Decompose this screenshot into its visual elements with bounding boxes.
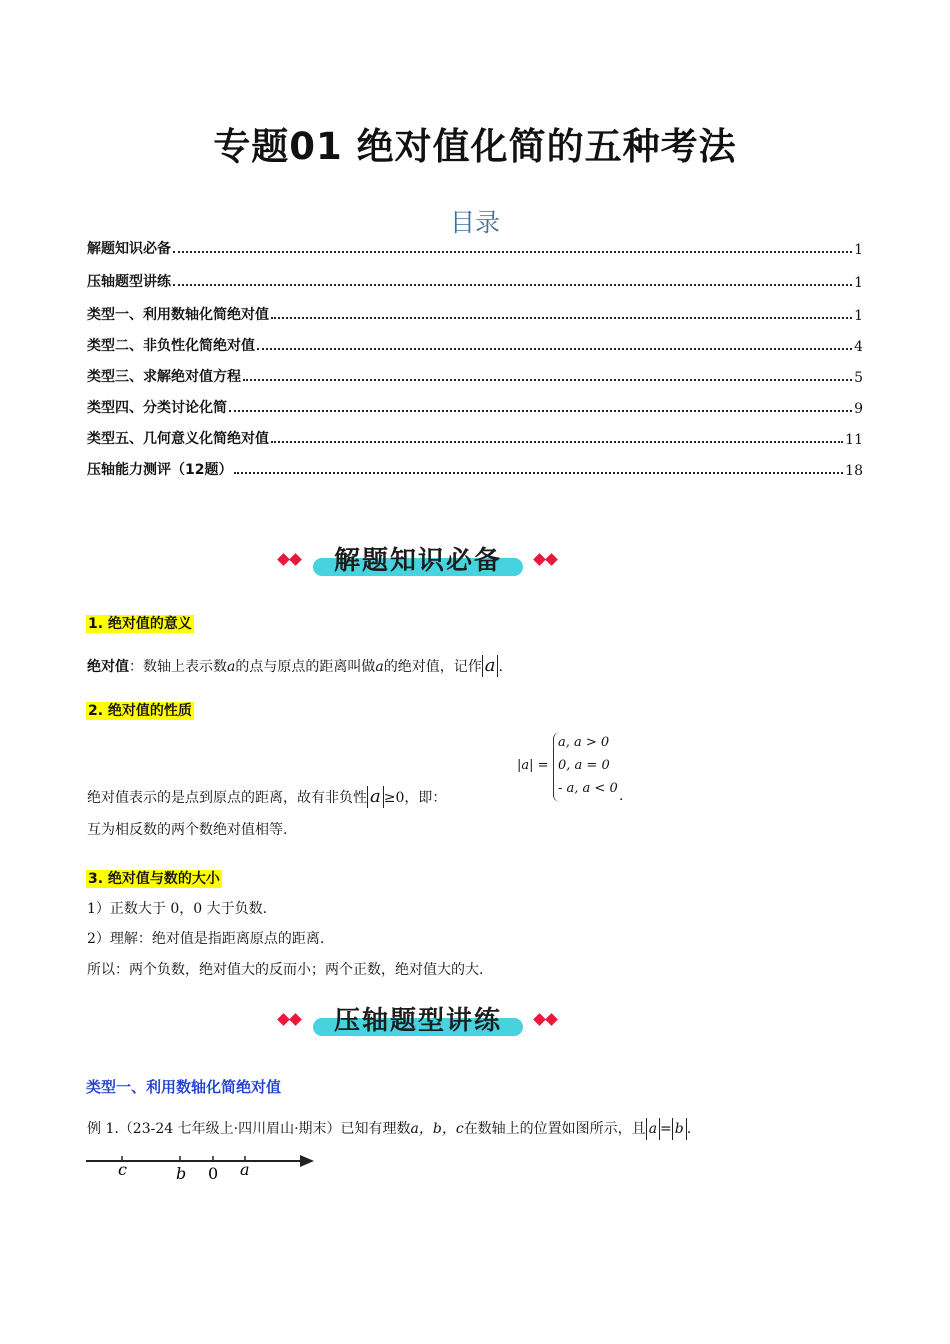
abs-notation: b — [672, 1118, 687, 1140]
toc-entry-label: 类型一、利用数轴化简绝对值 — [87, 307, 269, 323]
toc-entry[interactable] — [87, 426, 863, 448]
text-span: 的绝对值，记作 — [383, 659, 482, 675]
diamond-icon — [545, 553, 558, 566]
diamond-icon — [533, 1013, 546, 1026]
toc-entry-label: 解题知识必备 — [87, 241, 171, 257]
banner-title: 解题知识必备 — [333, 546, 502, 576]
list-item: 1）正数大于 0，0 大于负数. — [87, 901, 268, 917]
toc-heading: 目录 — [449, 208, 500, 237]
toc-entry-label: 类型三、求解绝对值方程 — [87, 369, 241, 385]
section-banner-practice — [277, 998, 562, 1048]
abs-notation: a — [482, 655, 499, 677]
toc-entry-label: 压轴能力测评（12题） — [87, 462, 233, 478]
piecewise-lhs: |a| = — [517, 758, 549, 773]
definition-paragraph — [87, 655, 503, 677]
arrow-icon — [300, 1155, 314, 1167]
label-c: c — [118, 1160, 127, 1179]
text-span: 例 1.（23-24 七年级上·四川眉山·期末）已知有理数 — [87, 1121, 411, 1137]
section-heading-1: 1. 绝对值的意义 — [88, 616, 192, 632]
toc-entry-page: 1 — [854, 242, 863, 258]
toc-entry-label: 类型四、分类讨论化简 — [87, 400, 227, 416]
label-a: a — [240, 1160, 250, 1179]
toc-entry[interactable] — [87, 395, 863, 417]
piecewise-end: . — [619, 788, 624, 804]
piecewise-case: 0, a = 0 — [558, 758, 610, 773]
toc-entry[interactable] — [87, 236, 863, 258]
math-var: a，b，c — [410, 1121, 464, 1137]
diamond-icon — [289, 1013, 302, 1026]
text-span: 的点与原点的距离叫做 — [235, 659, 376, 675]
label-b: b — [176, 1164, 187, 1183]
toc-leader — [234, 472, 843, 474]
text-span: . — [498, 659, 503, 675]
property-line: 互为相反数的两个数绝对值相等. — [87, 822, 288, 838]
toc-leader — [229, 410, 852, 412]
label-0: 0 — [208, 1164, 219, 1183]
toc-entry[interactable] — [87, 302, 863, 324]
term-label: 绝对值 — [87, 659, 129, 675]
text-span: . — [686, 1121, 692, 1137]
document-title: 专题01 绝对值化简的五种考法 — [213, 125, 737, 168]
toc-leader — [173, 284, 852, 286]
text-span: = — [660, 1121, 672, 1137]
math-var: a — [375, 659, 384, 675]
number-line — [84, 1148, 324, 1188]
text-span: ：数轴上表示数 — [129, 659, 227, 675]
abs-notation: a — [367, 786, 384, 808]
diamond-icon — [277, 553, 290, 566]
text-span: ≥0，即： — [383, 790, 447, 806]
toc-entry[interactable] — [87, 269, 863, 291]
banner-title: 压轴题型讲练 — [333, 1006, 502, 1036]
toc-leader — [257, 348, 852, 350]
piecewise-case: a, a > 0 — [558, 735, 610, 750]
section-banner-knowledge — [277, 538, 562, 588]
math-var: a — [227, 659, 236, 675]
diamond-icon — [533, 553, 546, 566]
section-heading-3: 3. 绝对值与数的大小 — [88, 871, 220, 887]
list-item: 所以：两个负数，绝对值大的反而小；两个正数，绝对值大的大. — [87, 962, 484, 978]
toc-entry-page: 4 — [854, 339, 863, 355]
toc-entry[interactable] — [87, 457, 863, 479]
toc-leader — [271, 317, 852, 319]
text-span: 绝对值表示的是点到原点的距离，故有非负性 — [87, 790, 367, 806]
piecewise-cases — [558, 731, 618, 800]
text-span: 在数轴上的位置如图所示，且 — [463, 1121, 646, 1137]
piecewise-case: - a, a < 0 — [558, 781, 618, 796]
toc-entry-page: 1 — [854, 275, 863, 291]
toc-entry-page: 18 — [845, 463, 863, 479]
toc-leader — [271, 441, 843, 443]
toc-leader — [173, 251, 852, 253]
toc-entry-page: 9 — [854, 401, 863, 417]
toc-entry-label: 类型二、非负性化简绝对值 — [87, 338, 255, 354]
toc-entry[interactable] — [87, 364, 863, 386]
toc-leader — [243, 379, 852, 381]
toc-entry-page: 1 — [854, 308, 863, 324]
toc-entry-page: 5 — [854, 370, 863, 386]
abs-notation: a — [646, 1118, 660, 1140]
property-paragraph — [87, 786, 446, 808]
section-heading-2: 2. 绝对值的性质 — [88, 703, 192, 719]
type-heading-1: 类型一、利用数轴化简绝对值 — [86, 1078, 282, 1096]
toc-entry[interactable] — [87, 333, 863, 355]
list-item: 2）理解：绝对值是指距离原点的距离. — [87, 931, 325, 947]
example-paragraph — [87, 1118, 691, 1140]
toc-entry-label: 类型五、几何意义化简绝对值 — [87, 431, 269, 447]
toc-entry-label: 压轴题型讲练 — [87, 274, 171, 290]
diamond-icon — [545, 1013, 558, 1026]
diamond-icon — [277, 1013, 290, 1026]
toc-entry-page: 11 — [845, 432, 863, 448]
diamond-icon — [289, 553, 302, 566]
